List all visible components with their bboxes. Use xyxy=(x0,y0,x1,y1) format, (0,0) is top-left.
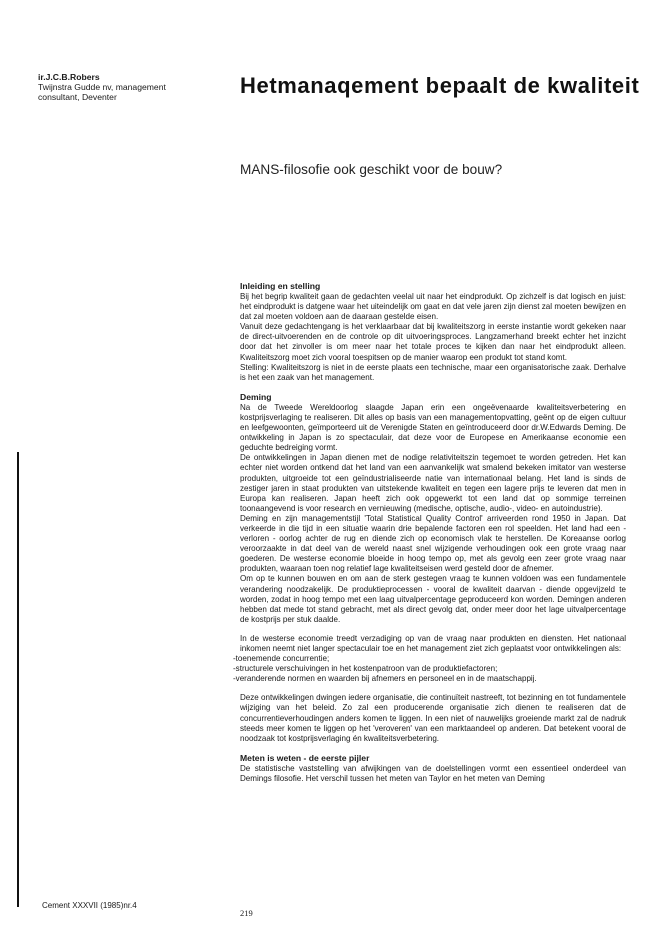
margin-rule xyxy=(17,452,19,907)
paragraph: Stelling: Kwaliteitszorg is niet in de eerste plaats een technische, maar een organisatorische zaak. Derhalve is het een zaak van het management. xyxy=(240,362,626,382)
article-body xyxy=(233,281,626,784)
spacer xyxy=(240,625,626,634)
bullet-list xyxy=(233,654,626,684)
paragraph: Bij het begrip kwaliteit gaan de gedachten veelal uit naar het eindprodukt. Op zichzelf is dat logisch en juist: het eindprodukt is datgene waar het uiteindelijk om gaat en dat vele jaren zijn dienst zal moeten bewijzen en dat zal moeten voldoen aan de daaraan gestelde eisen. xyxy=(240,292,626,322)
journal-reference: Cement XXXVII (1985)nr.4 xyxy=(42,901,137,910)
list-item: -toenemende concurrentie; xyxy=(233,654,330,664)
spacer xyxy=(240,744,626,753)
section-heading-deming: Deming xyxy=(240,391,272,402)
paragraph: De ontwikkelingen in Japan dienen met de nodige relativiteitszin tegemoet te worden getreden. Het kan echter niet worden ontkend dat het land van een aanvankelijk wat smalend bekeken imitator van westerse produkten, uitgroeide tot een geïndustrialiseerde natie van internationaal belang. Het land is sinds de zestiger jaren in staat produkten van uitstekende kwaliteit en tegen een lagere prijs te leveren dat men in Europa kan realiseren. Japan heeft zich ook opgewerkt tot een land dat op sommige terreinen toonaangevend is voor research en vernieuwing (medische, optische, audio-, video- en autoindustrie). xyxy=(240,453,626,513)
author-name: ir.J.C.B.Robers xyxy=(38,72,100,82)
paragraph: Na de Tweede Wereldoorlog slaagde Japan erin een ongeëvenaarde kwaliteitsverbetering en kostprijsverlaging te realiseren. Dit alles op basis van een managementopvatting, geënt op de eigen cultuur en leefgewoonten, geïmporteerd uit de Verenigde Staten en geïntroduceerd door dr.W.Edwards Deming. De ontwikkeling in Japan is zo spectaculair, dat deze voor de Europese en Amerikaanse economie een geduchte bedreiging vormt. xyxy=(240,402,626,453)
paragraph: Deze ontwikkelingen dwingen iedere organisatie, die continuïteit nastreeft, tot bezinning en tot fundamentele wijziging van het beleid. Zo zal een producerende organisatie zich dienen te realiseren dat de concurrentieverhoudingen anders komen te liggen. In een niet of nauwelijks groeiende markt zal de nadruk steeds meer komen te liggen op het 'veroveren' van een marktaandeel op anderen. Dat betekent vooral de noodzaak tot kostprijsverlaging én kwaliteitsverbetering. xyxy=(240,693,626,743)
paragraph: Vanuit deze gedachtengang is het verklaarbaar dat bij kwaliteitszorg in eerste instantie wordt gekeken naar de direct-uitvoerenden en de controle op dit uitvoeringsproces. Langzamerhand breekt echter het inzicht door dat het zinvoller is om meer naar het totale proces te kijken dan naar het eindprodukt alleen. Kwaliteitszorg moet zich vooral toespitsen op de manier waarop een produkt tot stand komt. xyxy=(240,322,626,362)
author-affiliation: Twijnstra Gudde nv, management consultant, Deventer xyxy=(38,82,166,102)
paragraph: De statistische vaststelling van afwijkingen van de doelstellingen vormt een essentieel onderdeel van Demings filosofie. Het verschil tussen het meten van Taylor en het meten van Deming xyxy=(240,763,626,783)
paragraph: In de westerse economie treedt verzadiging op van de vraag naar produkten en diensten. Het nationaal inkomen neemt niet langer spectaculair toe en het management ziet zich geplaatst voor ontwikkelingen als: xyxy=(240,633,626,653)
spacer xyxy=(240,684,626,693)
spacer xyxy=(240,383,626,392)
list-item: -structurele verschuivingen in het kostenpatroon van de produktiefactoren; xyxy=(233,664,498,674)
paragraph: Om op te kunnen bouwen en om aan de sterk gestegen vraag te kunnen voldoen was een fundamentele verandering noodzakelijk. De produktieprocessen - vooral de kwaliteit daarvan - diende opgevijzeld te worden, zodat in hoog tempo met een laag uitvalpercentage geproduceerd kon worden. Demingen anderen hebben dat mede tot stand gebracht, met als direct gevolg dat, onder meer door het lage uitvalpercentage de kostprijs per stuk daalde. xyxy=(240,574,626,624)
article-title: Hetmanaqement bepaalt de kwaliteit xyxy=(240,73,640,98)
paragraph: Deming en zijn managementstijl 'Total Statistical Quality Control' arriveerden rond 1950 in Japan. Dat verkeerde in die tijd in een situatie waarin drie bepalende factoren een rol speelden. Het land had een - verloren - oorlog achter de rug en diende zich op economisch vlak te herstellen. De Koreaanse oorlog veroorzaakte in dat deel van de wereld naast snel wijzigende verhoudingen ook een grote vraag naar goederen. De westerse economie bloeide in hoog tempo op, met als gevolg een zeer grote vraag naar produkten, waaraan toen nog relatief lage kwaliteitseisen werd gesteld door de afnemer. xyxy=(240,513,626,574)
list-item: -veranderende normen en waarden bij afnemers en personeel en in de maatschappij. xyxy=(233,674,537,684)
article-subtitle: MANS-filosofie ook geschikt voor de bouw? xyxy=(240,162,503,177)
page-number: 219 xyxy=(240,908,253,918)
section-heading-meten: Meten is weten - de eerste pijler xyxy=(240,752,370,763)
section-heading-intro: Inleiding en stelling xyxy=(240,281,321,291)
author-block xyxy=(38,72,208,102)
